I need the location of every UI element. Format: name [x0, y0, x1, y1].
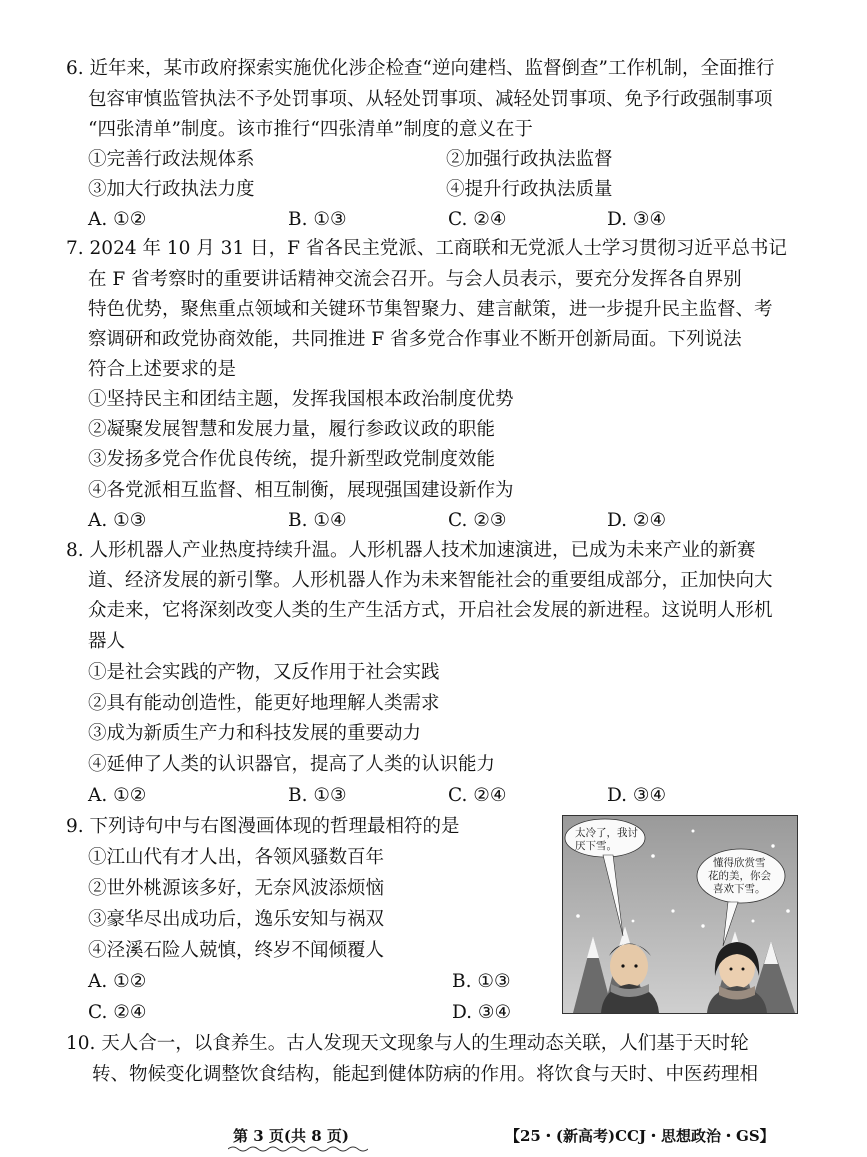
q6-line-1: 6. 近年来，某市政府探索实施优化涉企检查“逆向建档、监督倒查”工作机制，全面推行: [66, 58, 775, 79]
q6-line-3: “四张清单”制度。该市推行“四张清单”制度的意义在于: [88, 119, 533, 140]
q6-option-c: C. ②④: [448, 209, 507, 230]
q6-line-2: 包容审慎监管执法不予处罚事项、从轻处罚事项、减轻处罚事项、免予行政强制事项: [88, 89, 773, 110]
q9-item-3: ③豪华尽出成功后，逸乐安知与祸双: [88, 909, 385, 930]
q8-item-4: ④延伸了人类的认识器官，提高了人类的认识能力: [88, 754, 496, 775]
exam-code: 【25・(新高考)CCJ・思想政治・GS】: [505, 1127, 775, 1145]
q8-item-2: ②具有能动创造性，能更好地理解人类需求: [88, 693, 440, 714]
q8-option-c: C. ②④: [448, 785, 507, 806]
q10-line-1: 10. 天人合一，以食养生。古人发现天文现象与人的生理动态关联，人们基于天时轮: [66, 1033, 749, 1054]
page-number-underline: [228, 1145, 368, 1153]
q6-option-b: B. ①③: [288, 209, 347, 230]
q7-line-4: 察调研和政党协商效能，共同推进 F 省多党合作事业不断开创新局面。下列说法: [88, 329, 742, 350]
q9-option-b: B. ①③: [452, 971, 511, 992]
q9-item-1: ①江山代有才人出，各领风骚数百年: [88, 847, 385, 868]
q6-option-d: D. ③④: [607, 209, 667, 230]
q7-line-1: 7. 2024 年 10 月 31 日，F 省各民主党派、工商联和无党派人士学习贯彻习近平总书记: [66, 238, 787, 259]
q9-option-c: C. ②④: [88, 1002, 147, 1023]
q8-line-2: 道、经济发展的新引擎。人形机器人作为未来智能社会的重要组成部分，正加快向大: [88, 570, 773, 591]
bubble-2-line-3: 喜欢下雪。: [713, 883, 766, 895]
bubble-1-line-2: 厌下雪。: [575, 840, 617, 852]
q7-line-2: 在 F 省考察时的重要讲话精神交流会召开。与会人员表示，要充分发挥各自界别: [88, 269, 742, 290]
q6-item-3: ③加大行政执法力度: [88, 179, 255, 200]
q9-option-a: A. ①②: [88, 971, 147, 992]
q7-option-c: C. ②③: [448, 510, 507, 531]
q7-item-4: ④各党派相互监督、相互制衡，展现强国建设新作为: [88, 480, 514, 501]
q8-item-3: ③成为新质生产力和科技发展的重要动力: [88, 723, 422, 744]
q9-item-4: ④泾溪石险人兢慎，终岁不闻倾覆人: [88, 940, 385, 961]
q6-item-2: ②加强行政执法监督: [446, 149, 613, 170]
q8-option-d: D. ③④: [607, 785, 667, 806]
q6-option-a: A. ①②: [88, 209, 147, 230]
cartoon-illustration: [563, 816, 797, 1013]
q7-line-5: 符合上述要求的是: [88, 359, 237, 380]
q8-line-1: 8. 人形机器人产业热度持续升温。人形机器人技术加速演进，已成为未来产业的新赛: [66, 540, 756, 561]
page-number: 第 3 页(共 8 页): [233, 1127, 349, 1145]
q8-option-a: A. ①②: [88, 785, 147, 806]
q6-item-1: ①完善行政法规体系: [88, 149, 255, 170]
q7-item-2: ②凝聚发展智慧和发展力量，履行参政议政的职能: [88, 419, 496, 440]
bubble-2-line-1: 懂得欣赏雪: [713, 857, 766, 869]
q9-option-d: D. ③④: [452, 1002, 512, 1023]
q10-line-2: 转、物候变化调整饮食结构，能起到健体防病的作用。将饮食与天时、中医药理相: [92, 1064, 759, 1085]
q8-line-3: 众走来，它将深刻改变人类的生产生活方式，开启社会发展的新进程。这说明人形机: [88, 600, 773, 621]
q9-stem: 9. 下列诗句中与右图漫画体现的哲理最相符的是: [66, 816, 460, 837]
q7-option-b: B. ①④: [288, 510, 347, 531]
q7-option-d: D. ②④: [607, 510, 667, 531]
q9-cartoon: [562, 815, 798, 1014]
q8-line-4: 器人: [88, 631, 126, 652]
q7-item-3: ③发扬多党合作优良传统，提升新型政党制度效能: [88, 449, 496, 470]
q7-item-1: ①坚持民主和团结主题，发挥我国根本政治制度优势: [88, 389, 514, 410]
bubble-1-line-1: 太冷了，我讨: [575, 827, 638, 839]
q8-item-1: ①是社会实践的产物，又反作用于社会实践: [88, 662, 440, 683]
q7-option-a: A. ①③: [88, 510, 147, 531]
q7-line-3: 特色优势，聚焦重点领域和关键环节集智聚力、建言献策，进一步提升民主监督、考: [88, 299, 773, 320]
bubble-2-line-2: 花的美，你会: [708, 870, 771, 882]
q9-item-2: ②世外桃源该多好，无奈风波添烦恼: [88, 878, 385, 899]
q8-option-b: B. ①③: [288, 785, 347, 806]
q6-item-4: ④提升行政执法质量: [446, 179, 613, 200]
